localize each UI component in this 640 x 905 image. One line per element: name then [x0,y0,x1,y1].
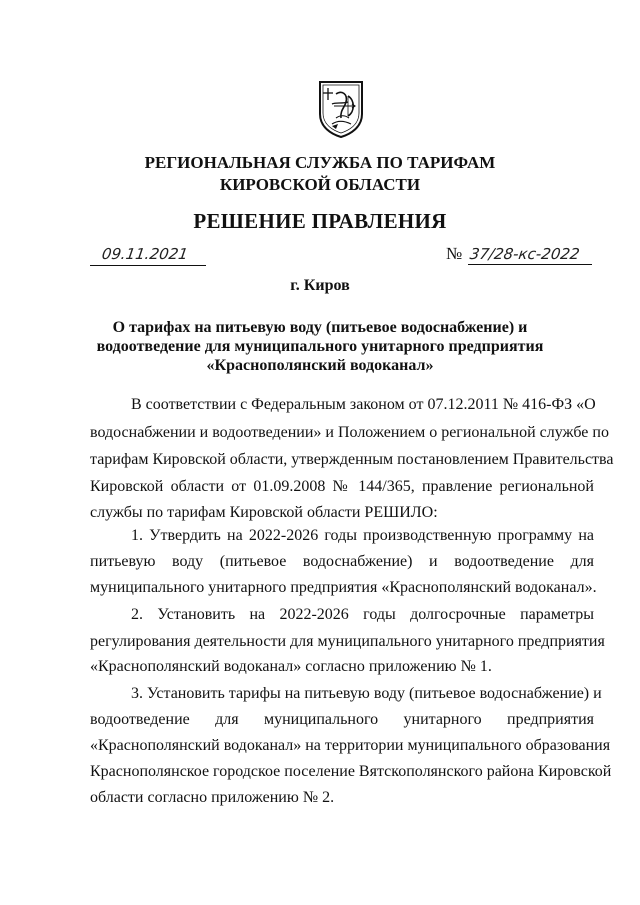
decision-date-field [90,243,206,266]
preamble-line: водоснабжении и водоотведении» и Положением о региональной службе по [90,424,609,441]
number-sign: № [446,244,463,263]
organization-name-line2: КИРОВСКОЙ ОБЛАСТИ [219,175,421,194]
preamble-line: тарифам Кировской области, утвержденным постановлением Правительства [90,451,614,468]
item-2-line: 2. Установить на 2022-2026 годы долгосрочные параметры [131,606,594,623]
item-1-line: муниципального унитарного предприятия «Краснополянский водоканал». [90,579,597,596]
preamble-line: Кировской области от 01.09.2008 № 144/365, правление региональной [90,478,594,495]
decision-number-field [446,243,592,265]
preamble-line: службы по тарифам Кировской области РЕШИЛО: [90,504,438,521]
city-name: г. Киров [290,277,350,294]
decision-date: 09.11.2021 [100,245,190,263]
item-3-line: 3. Установить тарифы на питьевую воду (питьевое водоснабжение) и [131,685,602,702]
item-2-line: «Краснополянский водоканал» согласно приложению № 1. [90,658,492,675]
item-3-line: водоотведение для муниципального унитарного предприятия [90,711,594,728]
item-2-line: регулирования деятельности для муниципального унитарного предприятия [90,633,605,650]
document-type-title: РЕШЕНИЕ ПРАВЛЕНИЯ [193,209,447,233]
item-3-line: Краснополянское городское поселение Вятскополянского района Кировской [90,763,612,780]
subject-line: водоотведение для муниципального унитарного предприятия [96,338,544,355]
item-3-line: «Краснополянский водоканал» на территории муниципального образования [90,737,611,754]
subject-line: О тарифах на питьевую воду (питьевое водоснабжение) и [112,319,528,336]
item-1-line: 1. Утвердить на 2022-2026 годы производственную программу на [131,527,594,544]
decision-number: 37/28-кс-2022 [468,245,581,263]
item-1-line: питьевую воду (питьевое водоснабжение) и водоотведение для [90,553,594,570]
kirov-coat-of-arms-icon [318,80,364,138]
preamble-line: В соответствии с Федеральным законом от 07.12.2011 № 416-ФЗ «О [131,396,596,413]
organization-name-line1: РЕГИОНАЛЬНАЯ СЛУЖБА ПО ТАРИФАМ [144,153,496,172]
subject-line: «Краснополянский водоканал» [206,357,434,374]
item-3-line: области согласно приложению № 2. [90,789,335,806]
